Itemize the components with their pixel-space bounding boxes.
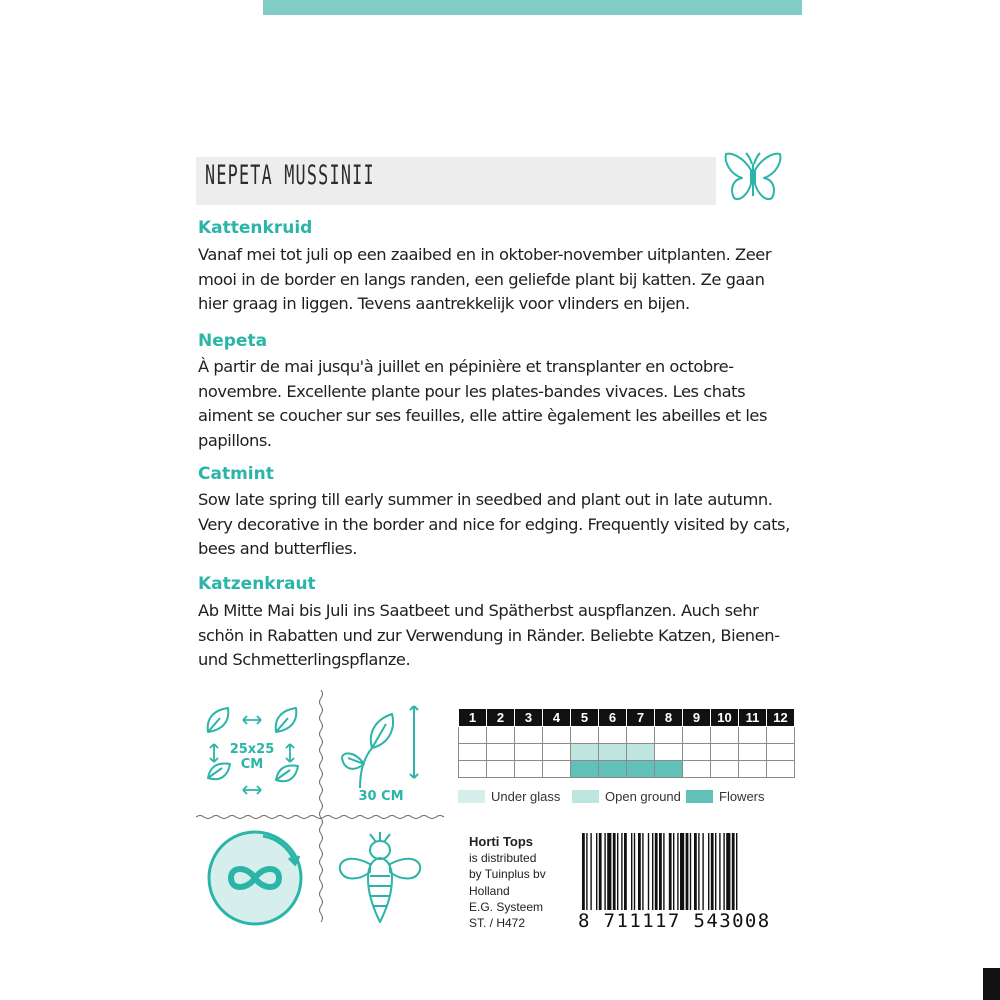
distributor-line: E.G. Systeem — [469, 899, 544, 914]
section-heading-fr: Nepeta — [198, 331, 268, 351]
calendar-cell — [571, 744, 599, 761]
barcode-bar — [708, 833, 709, 917]
perennial-icon — [205, 828, 305, 928]
calendar-cell — [683, 744, 711, 761]
calendar-cell — [459, 727, 487, 744]
barcode-bar — [723, 833, 724, 917]
barcode-bar — [613, 833, 616, 917]
distributor-line: ST. / H472 — [469, 916, 526, 931]
calendar-cell — [571, 727, 599, 744]
barcode-bar — [648, 833, 649, 917]
month-header: 12 — [767, 709, 795, 727]
section-heading-nl: Kattenkruid — [198, 218, 313, 238]
registration-mark — [983, 968, 1000, 1000]
barcode-bar — [621, 833, 622, 917]
calendar-cell — [543, 727, 571, 744]
text-line: schön in Rabatten und zur Verwendung in Ränder. Beliebte Katzen, Bienen- — [198, 625, 780, 645]
barcode-bar — [690, 833, 691, 917]
section-heading-en: Catmint — [198, 464, 274, 484]
barcode-bar — [673, 833, 674, 917]
calendar-cell — [711, 727, 739, 744]
text-line: bees and butterflies. — [198, 539, 357, 558]
calendar-cell — [683, 761, 711, 778]
barcode-bar — [624, 833, 627, 917]
section-body-en — [198, 488, 802, 562]
spacing-label — [222, 742, 282, 772]
calendar-row-open-ground — [459, 744, 795, 761]
calendar-cell — [627, 744, 655, 761]
calendar-cell — [571, 761, 599, 778]
brand-name: Horti Tops — [469, 834, 534, 849]
barcode-bar — [617, 833, 618, 917]
distributor-line: by Tuinplus bv — [469, 867, 546, 882]
month-header: 6 — [599, 709, 627, 727]
legend-flowers — [686, 789, 765, 804]
bee-icon — [336, 830, 424, 930]
text-line: Ab Mitte Mai bis Juli ins Saatbeet und Spätherbst auspflanzen. Auch sehr — [198, 601, 759, 620]
calendar-cell — [459, 744, 487, 761]
calendar-cell — [711, 744, 739, 761]
legend-under-glass — [458, 789, 560, 804]
text-line: und Schmetterlingspflanze. — [198, 650, 411, 669]
text-line: hier graag in liggen. Tevens aantrekkelijk voor vlinders en bijen. — [198, 294, 690, 313]
height-label: 30 CM — [358, 789, 404, 804]
barcode-bar — [604, 833, 605, 917]
barcode-bar — [631, 833, 632, 917]
calendar-cell — [655, 744, 683, 761]
barcode-bar — [642, 833, 643, 917]
calendar-cell — [739, 727, 767, 744]
month-header: 7 — [627, 709, 655, 727]
month-header: 4 — [543, 709, 571, 727]
calendar-cell — [683, 727, 711, 744]
barcode-bar — [596, 833, 597, 917]
legend-label: Open ground — [605, 789, 681, 804]
legend-open-ground — [572, 789, 681, 804]
text-line: mooi in de border en langs randen, een geliefde plant bij katten. Ze gaan — [198, 269, 765, 289]
calendar-cell — [655, 727, 683, 744]
legend-label: Flowers — [719, 789, 765, 804]
horizontal-wavy-divider — [196, 814, 446, 820]
section-body-nl — [198, 243, 802, 317]
barcode-bar — [694, 833, 697, 917]
spacing-value: 25x25 — [229, 742, 275, 757]
calendar-month-row — [459, 709, 795, 727]
text-line: aiment se coucher sur ses feuilles, elle attire ègalement les abeilles et les — [198, 406, 768, 425]
month-header: 8 — [655, 709, 683, 727]
month-header: 11 — [739, 709, 767, 727]
month-header: 10 — [711, 709, 739, 727]
distributor-line: Holland — [469, 883, 510, 898]
calendar-cell — [599, 727, 627, 744]
calendar-body — [459, 727, 795, 778]
calendar-cell — [487, 744, 515, 761]
month-header: 5 — [571, 709, 599, 727]
month-header: 3 — [515, 709, 543, 727]
barcode-bar — [607, 833, 611, 917]
barcode-bar — [677, 833, 678, 917]
calendar-cell — [487, 727, 515, 744]
calendar-cell — [515, 744, 543, 761]
calendar-cell — [739, 761, 767, 778]
calendar-cell — [515, 761, 543, 778]
barcode-bar — [652, 833, 653, 917]
month-header: 9 — [683, 709, 711, 727]
barcode-bar — [715, 833, 716, 917]
text-line: À partir de mai jusqu'à juillet en pépinière et transplanter en octobre- — [198, 357, 734, 376]
month-header: 1 — [459, 709, 487, 727]
calendar-cell — [739, 744, 767, 761]
month-header: 2 — [487, 709, 515, 727]
calendar-cell — [655, 761, 683, 778]
top-color-band — [263, 0, 802, 15]
calendar-cell — [767, 744, 795, 761]
barcode-bar — [698, 833, 699, 917]
text-line: Vanaf mei tot juli op een zaaibed en in oktober-november uitplanten. Zeer — [198, 245, 772, 264]
section-body-fr — [198, 355, 802, 453]
calendar-row-under-glass — [459, 727, 795, 744]
calendar-cell — [711, 761, 739, 778]
section-body-de — [198, 599, 802, 673]
calendar-cell — [767, 727, 795, 744]
text-line: Sow late spring till early summer in seedbed and plant out in late autumn. — [198, 490, 773, 509]
barcode-digits: 8 711117 543008 — [578, 910, 771, 932]
product-title: NEPETA MUSSINII — [205, 160, 375, 191]
barcode-bar — [719, 833, 720, 917]
distributor-info — [469, 834, 546, 931]
section-heading-de: Katzenkraut — [198, 574, 316, 594]
text-line: novembre. Excellente plante pour les plates-bandes vivaces. Les chats — [198, 381, 746, 401]
calendar-cell — [599, 744, 627, 761]
plant-height-icon — [340, 700, 430, 790]
barcode-bar — [702, 833, 703, 917]
calendar-cell — [543, 761, 571, 778]
barcode-bar — [590, 833, 591, 917]
legend-swatch — [572, 790, 599, 803]
calendar-cell — [543, 744, 571, 761]
text-line: papillons. — [198, 430, 272, 450]
calendar-cell — [459, 761, 487, 778]
calendar-cell — [599, 761, 627, 778]
barcode-bar — [599, 833, 602, 917]
barcode-bar — [711, 833, 714, 917]
barcode-bar — [634, 833, 635, 917]
barcode-bar — [726, 833, 730, 917]
spacing-unit: CM — [240, 757, 264, 772]
legend-swatch — [458, 790, 485, 803]
barcode-bar — [686, 833, 689, 917]
calendar-cell — [487, 761, 515, 778]
legend-label: Under glass — [491, 789, 561, 804]
barcode-bar — [669, 833, 672, 917]
barcode-bar — [655, 833, 658, 917]
vertical-wavy-divider — [318, 690, 324, 928]
legend-swatch — [686, 790, 713, 803]
sowing-calendar — [458, 708, 795, 778]
butterfly-icon — [722, 150, 784, 210]
calendar-row-flowers — [459, 761, 795, 778]
barcode-bar — [638, 833, 641, 917]
calendar-cell — [627, 727, 655, 744]
text-line: Very decorative in the border and nice for edging. Frequently visited by cats, — [198, 514, 790, 534]
calendar-cell — [515, 727, 543, 744]
calendar-cell — [627, 761, 655, 778]
barcode-bar — [680, 833, 684, 917]
distributor-line: is distributed — [469, 851, 537, 866]
calendar-table — [458, 708, 795, 778]
calendar-cell — [767, 761, 795, 778]
